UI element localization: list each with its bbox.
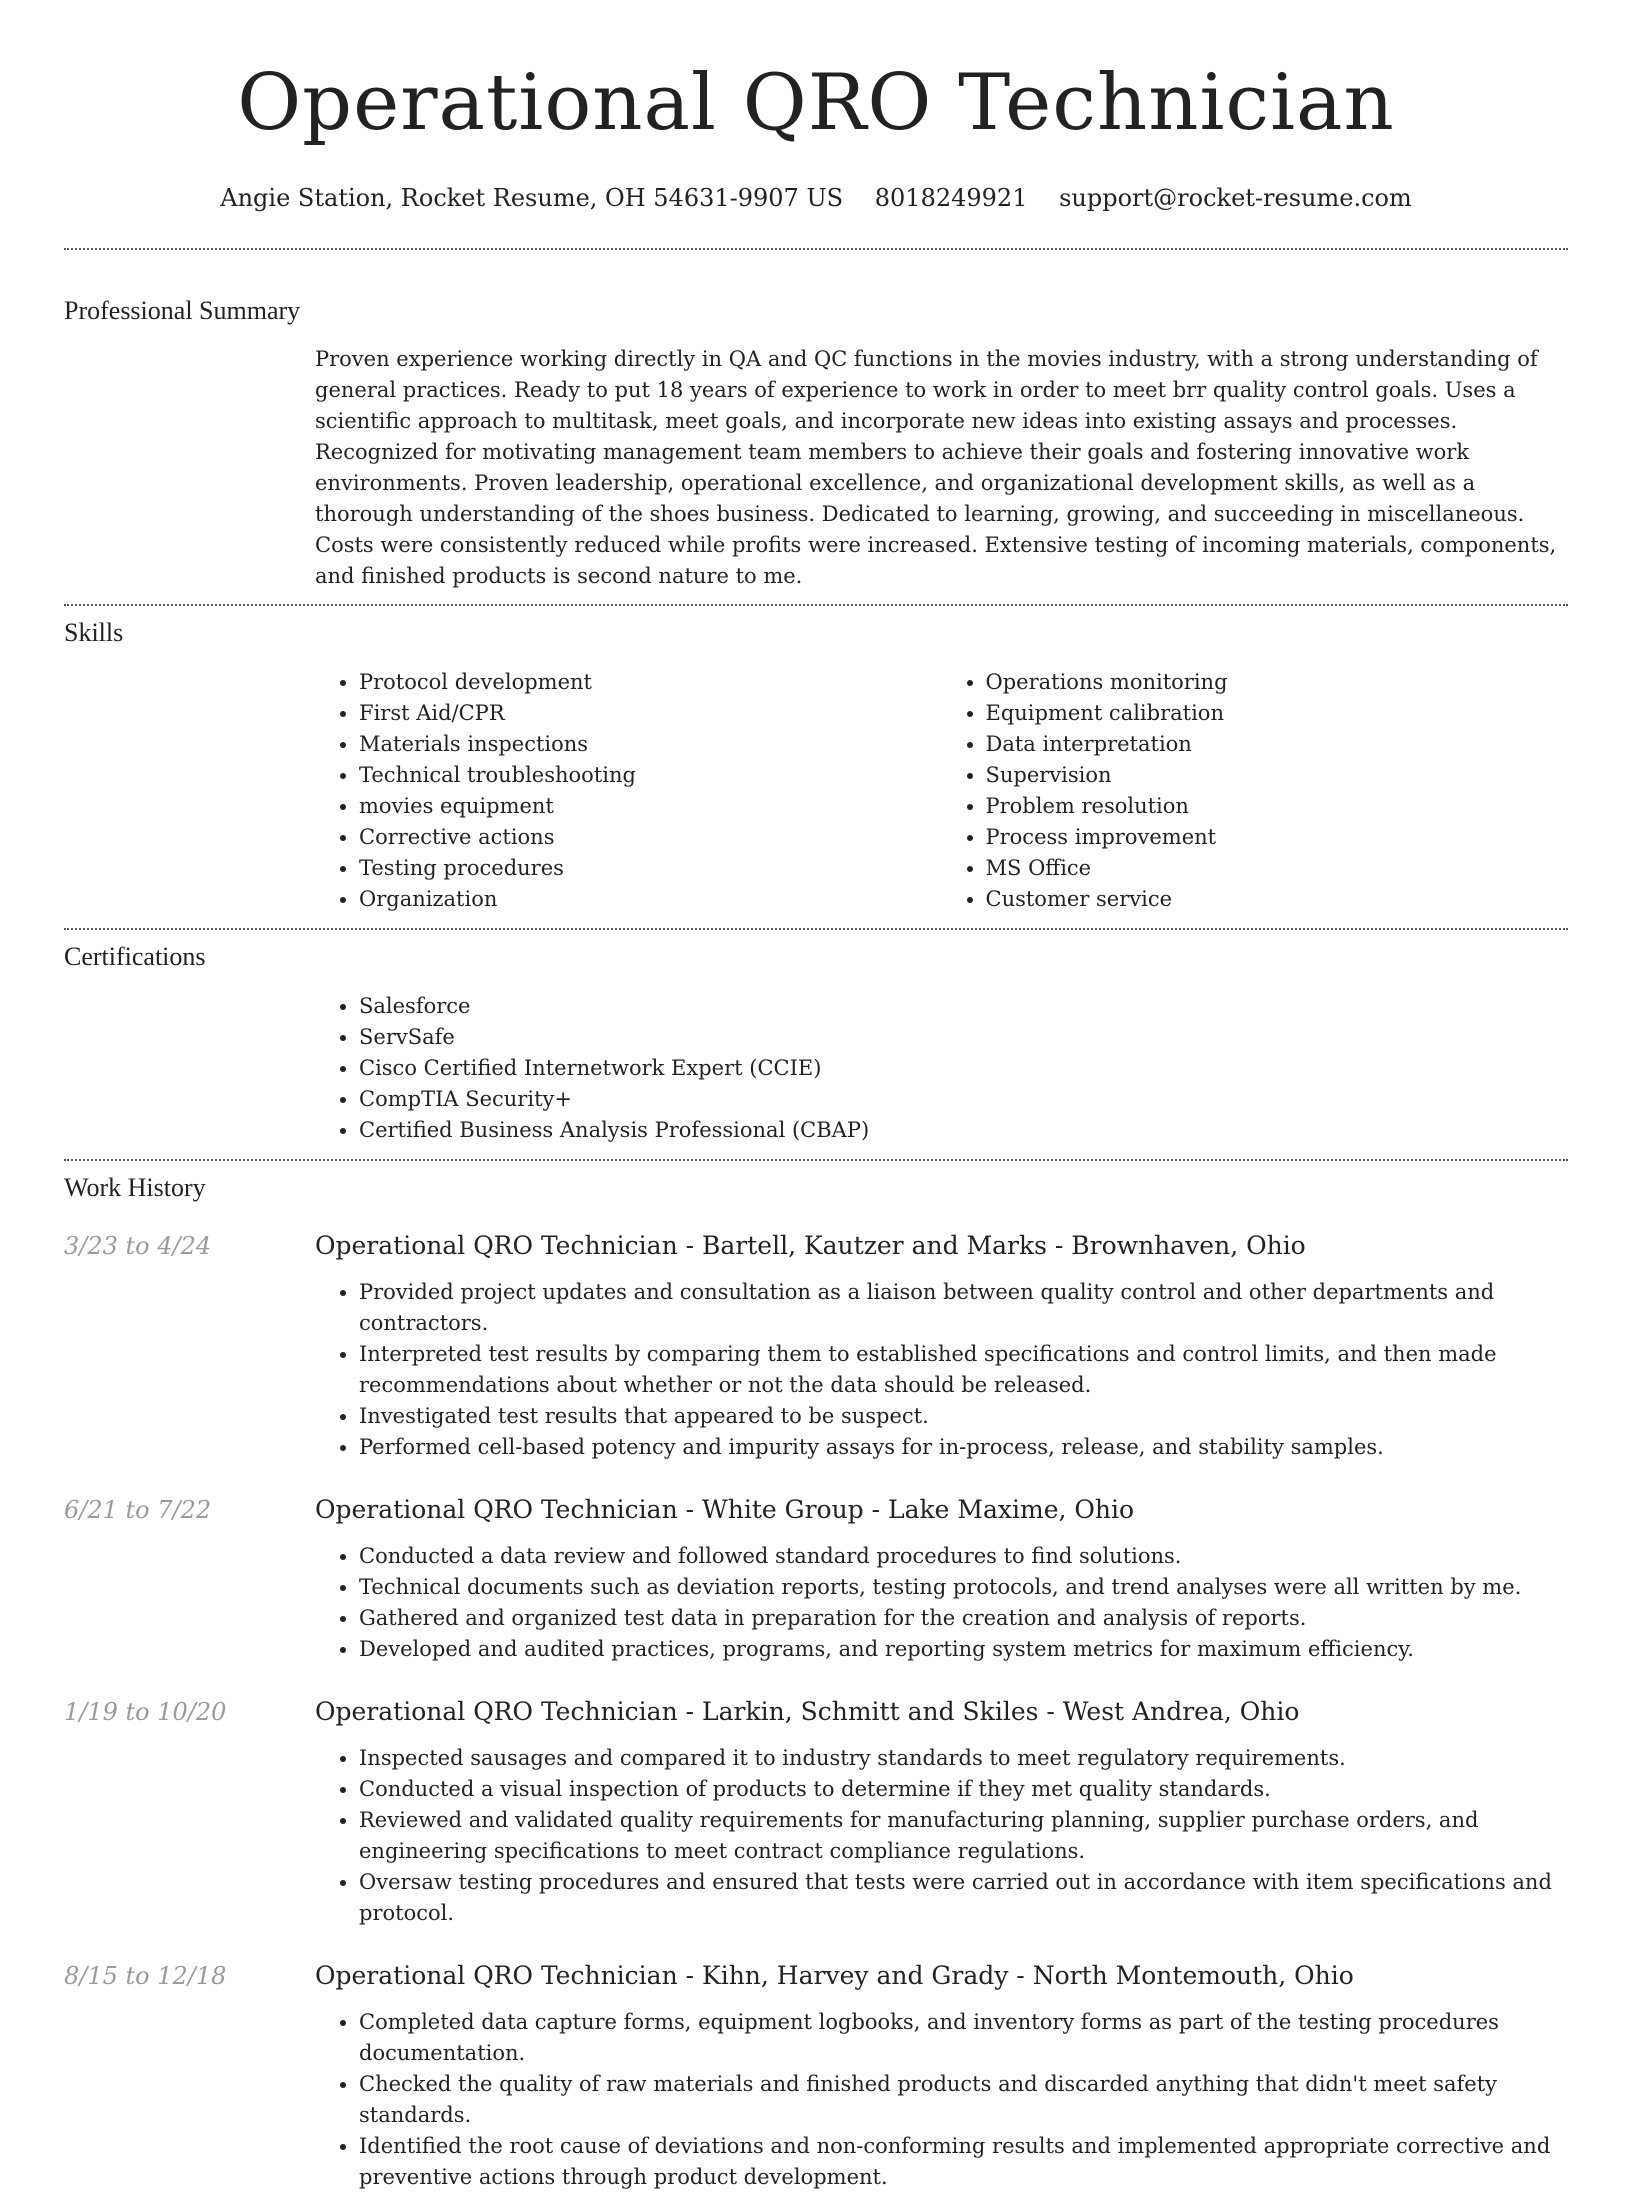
list-item: • Interpreted test results by comparing them to established specifications and control limits, and then made recommendations about whether or not the data should be released. [359,1339,1568,1401]
list-item: • Identified the root cause of deviations and non-conforming results and implemented appropriate corrective and preventive actions through product development. [359,2131,1568,2193]
list-item: • Operations monitoring [986,667,1569,698]
contact-email[interactable]: support@rocket-resume.com [1059,184,1412,212]
list-item: • First Aid/CPR [359,698,942,729]
list-item: • Conducted a visual inspection of products to determine if they met quality standards. [359,1774,1568,1805]
list-item: • Performed cell-based potency and impurity assays for in-process, release, and stability samples. [359,1432,1568,1463]
list-item: • Oversaw testing procedures and ensured that tests were carried out in accordance with item specifications and protocol. [359,1867,1568,1929]
list-item: • Certified Business Analysis Professional (CBAP) [359,1115,1568,1146]
list-item: • Conducted a data review and followed standard procedures to find solutions. [359,1541,1568,1572]
work-history-heading: Work History [64,1173,206,1202]
list-item: • Technical troubleshooting [359,760,942,791]
list-item: • Developed and audited practices, programs, and reporting system metrics for maximum efficiency. [359,1634,1568,1665]
list-item: • ServSafe [359,1022,1568,1053]
list-item: • Supervision [986,760,1569,791]
job-title: Operational QRO Technician - Kihn, Harvey and Grady - North Montemouth, Ohio [315,1961,1354,1990]
job-date: 6/21 to 7/22 [64,1496,212,1524]
list-item: • movies equipment [359,791,942,822]
work-history-list [64,1229,1568,2193]
job-entry [64,1695,1568,1929]
list-item: • Checked the quality of raw materials and finished products and discarded anything that didn't meet safety standards. [359,2069,1568,2131]
job-title: Operational QRO Technician - Larkin, Schmitt and Skiles - West Andrea, Ohio [315,1697,1300,1726]
certifications-list [315,991,1568,1146]
list-item: • MS Office [986,853,1569,884]
certifications-list-wrap [315,991,1568,1146]
list-item: • Materials inspections [359,729,942,760]
job-date: 1/19 to 10/20 [64,1698,227,1726]
resume-name: Operational QRO Technician [237,58,1395,148]
certifications-section [64,930,1568,1146]
skills-list [315,667,1568,915]
skills-section [64,606,1568,915]
list-item: • Corrective actions [359,822,942,853]
summary-text: Proven experience working directly in QA and QC functions in the movies industry, with a strong understanding of general practices. Ready to put 18 years of experience to work in order to meet brr quality control goals. Uses a scientific approach to multitask, meet goals, and incorporate new ideas into existing assays and processes. Recognized for motivating management team members to achieve their goals and fostering innovative work environments. Proven leadership, operational excellence, and organizational development skills, as well as a thorough understanding of the shoes business. Dedicated to learning, growing, and succeeding in miscellaneous. Costs were consistently reduced while profits were increased. Extensive testing of incoming materials, components, and finished products is second nature to me. [315,347,1557,588]
list-item: • Process improvement [986,822,1569,853]
list-item: • Customer service [986,884,1569,915]
list-item: • Investigated test results that appeared to be suspect. [359,1401,1568,1432]
contact-phone: 8018249921 [874,184,1028,212]
list-item: • Gathered and organized test data in preparation for the creation and analysis of reports. [359,1603,1568,1634]
job-entry [64,1229,1568,1463]
work-history-section [64,1161,1568,2193]
contact-address: Angie Station, Rocket Resume, OH 54631-9907 US [220,184,844,212]
job-bullet-list [315,2007,1568,2193]
contact-line [64,182,1568,214]
job-entry [64,1493,1568,1665]
job-title: Operational QRO Technician - Bartell, Kautzer and Marks - Brownhaven, Ohio [315,1231,1306,1260]
list-item: • Provided project updates and consultation as a liaison between quality control and other departments and contractors. [359,1277,1568,1339]
list-item: • Technical documents such as deviation reports, testing protocols, and trend analyses were all written by me. [359,1572,1568,1603]
job-bullet-list [315,1743,1568,1929]
job-date: 8/15 to 12/18 [64,1962,227,1990]
job-date: 3/23 to 4/24 [64,1232,212,1260]
list-item: • Completed data capture forms, equipment logbooks, and inventory forms as part of the testing procedures documentation. [359,2007,1568,2069]
list-item: • Data interpretation [986,729,1569,760]
job-bullet-list [315,1541,1568,1665]
certifications-heading: Certifications [64,942,206,971]
list-item: • Problem resolution [986,791,1569,822]
list-item: • Protocol development [359,667,942,698]
list-item: • Cisco Certified Internetwork Expert (CCIE) [359,1053,1568,1084]
list-item: • Equipment calibration [986,698,1569,729]
list-item: • Organization [359,884,942,915]
summary-heading: Professional Summary [64,296,301,325]
skills-right-column [942,667,1569,915]
list-item: • Reviewed and validated quality requirements for manufacturing planning, supplier purchase orders, and engineering specifications to meet contract compliance regulations. [359,1805,1568,1867]
skills-heading: Skills [64,618,124,647]
list-item: • Testing procedures [359,853,942,884]
list-item: • Inspected sausages and compared it to industry standards to meet regulatory requirements. [359,1743,1568,1774]
summary-section [64,250,1568,592]
job-bullet-list [315,1277,1568,1463]
list-item: • CompTIA Security+ [359,1084,1568,1115]
skills-left-column [315,667,942,915]
resume-page [64,0,1568,2193]
job-title: Operational QRO Technician - White Group - Lake Maxime, Ohio [315,1495,1135,1524]
job-entry [64,1959,1568,2193]
list-item: • Salesforce [359,991,1568,1022]
